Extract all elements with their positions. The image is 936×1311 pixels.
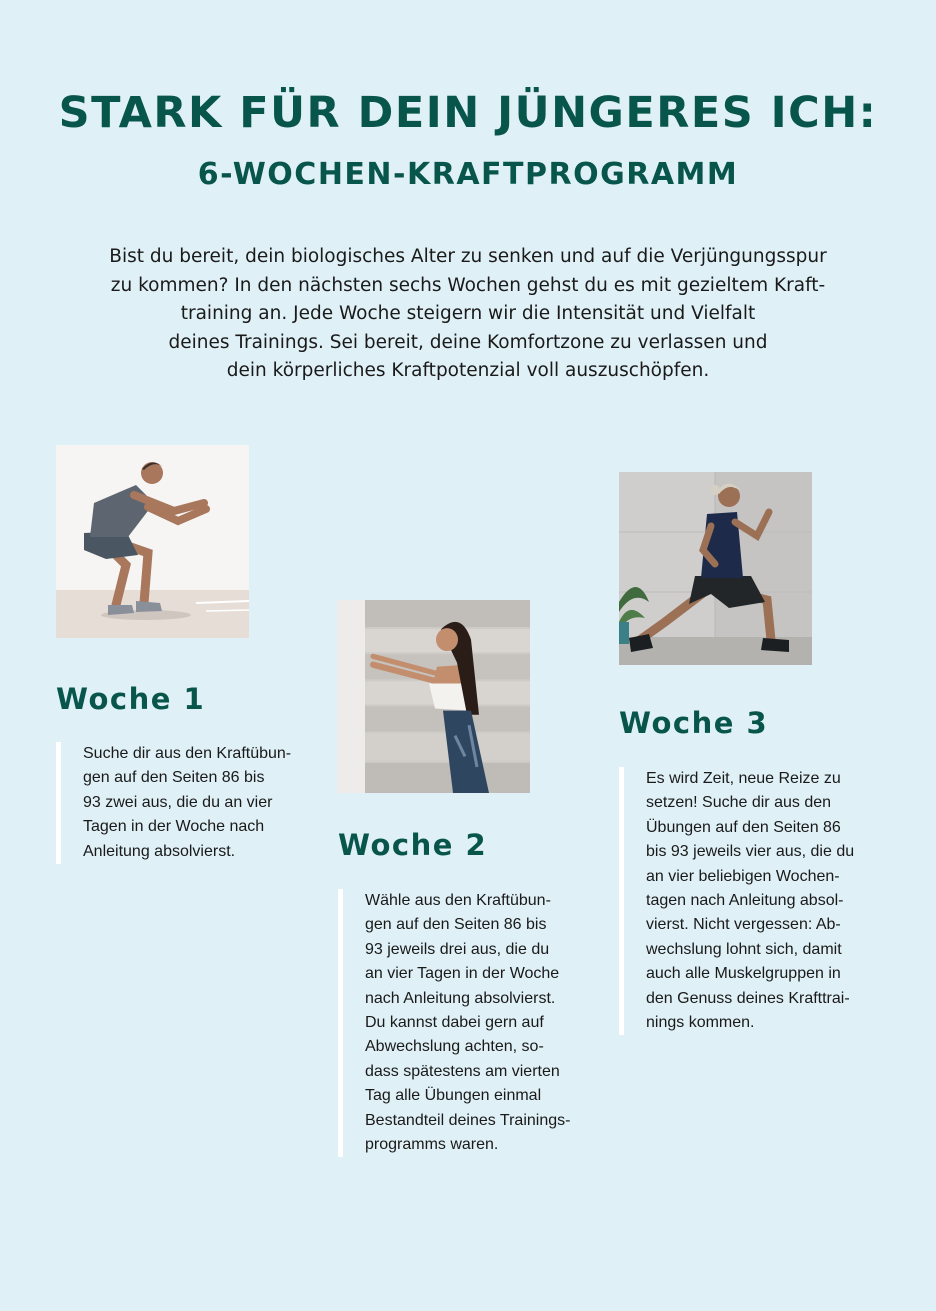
intro-line: dein körperliches Kraftpotenzial voll auszuschöpfen. bbox=[226, 360, 710, 381]
text-line: an vier beliebigen Wochen- bbox=[646, 867, 840, 885]
week-3-heading: Woche 3 bbox=[619, 706, 769, 740]
text-line: 93 zwei aus, die du an vier bbox=[83, 793, 273, 811]
text-line: bis 93 jeweils vier aus, die du bbox=[646, 843, 855, 861]
week-2-heading: Woche 2 bbox=[338, 828, 488, 862]
page-subtitle: 6-WOCHEN-KRAFTPROGRAMM bbox=[197, 157, 739, 192]
text-line: Tag alle Übungen einmal bbox=[365, 1087, 542, 1105]
text-line: dass spätestens am vierten bbox=[365, 1062, 560, 1080]
text-line: Bestandteil deines Trainings- bbox=[365, 1111, 571, 1129]
text-line: Wähle aus den Kraftübun- bbox=[365, 892, 551, 909]
text-line: wechslung lohnt sich, damit bbox=[646, 940, 842, 958]
text-line: Abwechslung achten, so- bbox=[365, 1038, 544, 1056]
week-1-text bbox=[56, 742, 291, 864]
photo-lunge bbox=[619, 472, 812, 665]
week-3-text bbox=[619, 767, 854, 1035]
text-line: auch alle Muskelgruppen in bbox=[646, 965, 841, 983]
text-line: Suche dir aus den Kraftübun- bbox=[83, 745, 292, 762]
week-2-text bbox=[338, 889, 570, 1157]
text-line: gen auf den Seiten 86 bis bbox=[365, 916, 547, 934]
text-line: an vier Tagen in der Woche bbox=[365, 965, 560, 983]
text-line: vierst. Nicht vergessen: Ab- bbox=[646, 916, 841, 934]
intro-line: zu kommen? In den nächsten sechs Wochen gehst du es mit gezieltem Kraft- bbox=[110, 274, 826, 296]
text-line: gen auf den Seiten 86 bis bbox=[83, 769, 265, 787]
text-line: programms waren. bbox=[365, 1136, 499, 1154]
text-line: nings kommen. bbox=[646, 1014, 755, 1032]
page-title: STARK FÜR DEIN JÜNGERES ICH: bbox=[58, 88, 878, 138]
photo-wall-push bbox=[337, 600, 530, 793]
text-line: Es wird Zeit, neue Reize zu bbox=[646, 770, 841, 787]
text-line: den Genuss deines Krafttrai- bbox=[646, 989, 850, 1007]
text-line: Anleitung absolvierst. bbox=[83, 842, 236, 860]
intro-paragraph bbox=[60, 243, 876, 386]
intro-line: deines Trainings. Sei bereit, deine Komfortzone zu verlassen und bbox=[168, 331, 768, 353]
intro-line: training an. Jede Woche steigern wir die Intensität und Vielfalt bbox=[180, 303, 756, 324]
photo-squat bbox=[56, 445, 249, 638]
week-1-heading: Woche 1 bbox=[56, 682, 206, 716]
text-line: nach Anleitung absolvierst. bbox=[365, 989, 556, 1007]
text-line: setzen! Suche dir aus den bbox=[646, 794, 832, 812]
text-line: Du kannst dabei gern auf bbox=[365, 1014, 544, 1032]
intro-line: Bist du bereit, dein biologisches Alter zu senken und auf die Verjüngungsspur bbox=[109, 246, 827, 267]
text-line: 93 jeweils drei aus, die du bbox=[365, 940, 550, 958]
text-line: tagen nach Anleitung absol- bbox=[646, 892, 844, 910]
text-line: Tagen in der Woche nach bbox=[83, 818, 265, 836]
text-line: Übungen auf den Seiten 86 bbox=[646, 818, 841, 836]
